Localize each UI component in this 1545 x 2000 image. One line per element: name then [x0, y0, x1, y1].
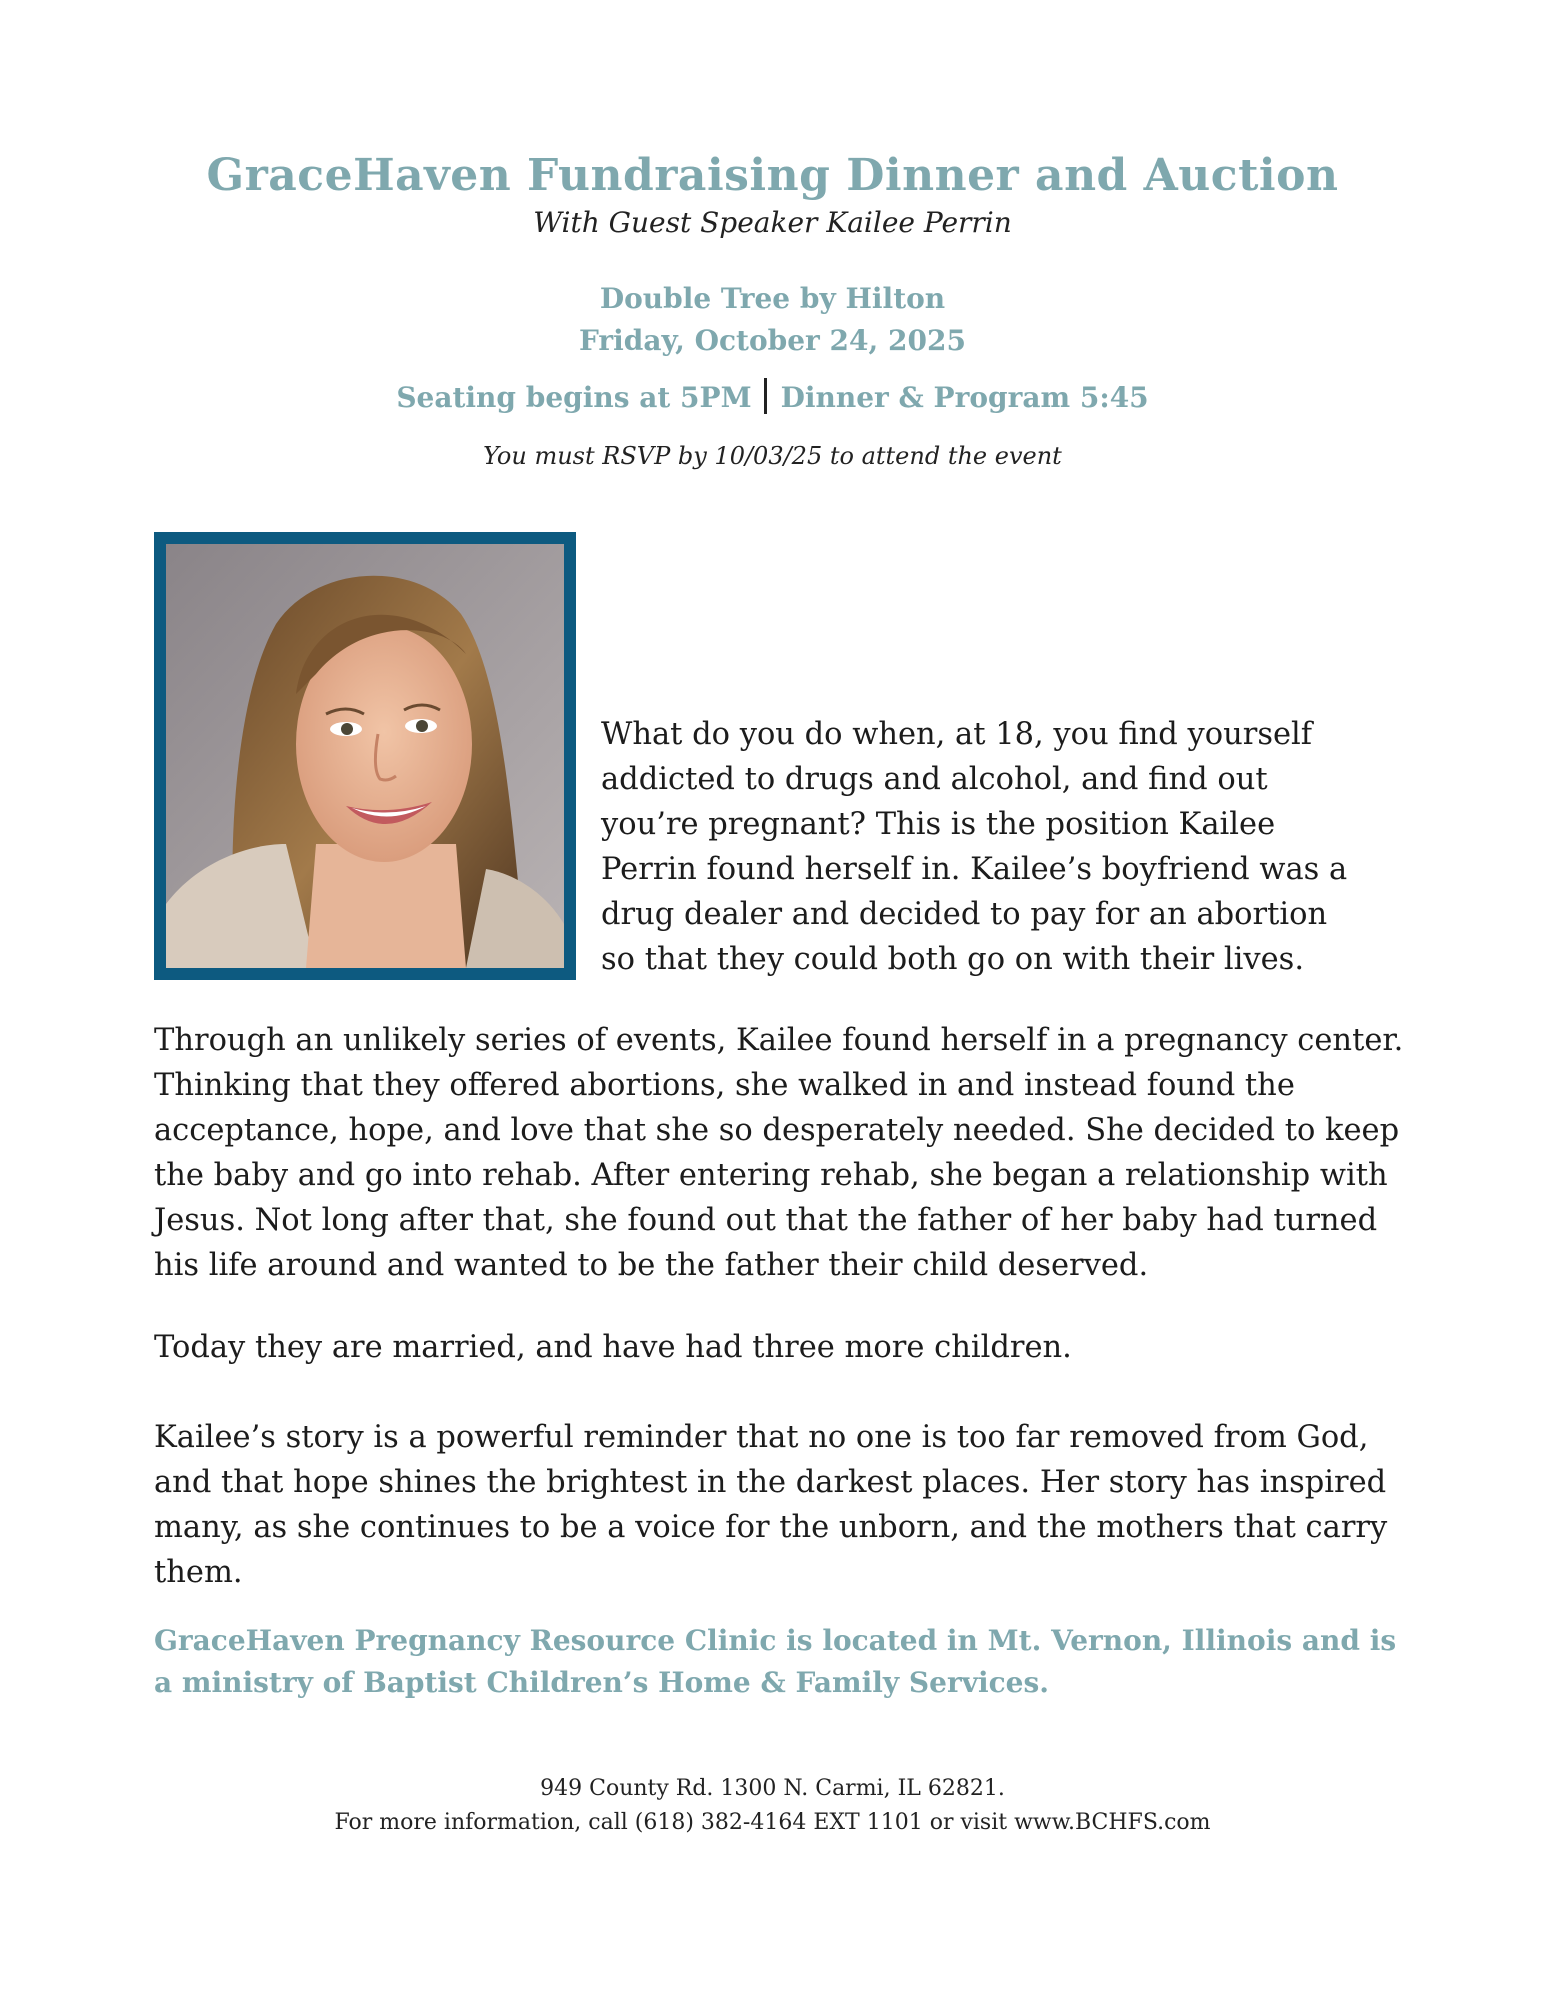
story-paragraph-4: Kailee’s story is a powerful reminder that no one is too far removed from God, and that hope shines the brightest in the darkest places. Her story has inspired many, as she continues to be a voice for the unborn, and the mothers that carry them.: [154, 1420, 1388, 1590]
dinner-time: Dinner & Program 5:45: [780, 381, 1149, 414]
event-date: Friday, October 24, 2025: [579, 324, 966, 357]
rsvp-notice: You must RSVP by 10/03/25 to attend the event: [483, 442, 1062, 470]
event-subtitle: With Guest Speaker Kailee Perrin: [533, 206, 1012, 239]
times-divider: [764, 378, 767, 414]
ministry-statement: GraceHaven Pregnancy Resource Clinic is located in Mt. Vernon, Illinois and is a ministry of Baptist Children’s Home & Family Services.: [154, 1624, 1397, 1699]
story-paragraph-1: What do you do when, at 18, you find yourself addicted to drugs and alcohol, and find out you’re pregnant? This is the position Kailee Perrin found herself in. Kailee’s boyfriend was a drug dealer and decided to pay for an abortion so that they could both go on with their lives.: [601, 717, 1348, 977]
speaker-portrait: [166, 544, 564, 968]
event-title: GraceHaven Fundraising Dinner and Auction: [206, 150, 1339, 201]
footer-address: 949 County Rd. 1300 N. Carmi, IL 62821.: [540, 1776, 1005, 1801]
footer-contact: For more information, call (618) 382-4164 EXT 1101 or visit www.BCHFS.com: [334, 1810, 1211, 1835]
event-times: [0, 378, 1545, 414]
speaker-photo-frame: [154, 532, 576, 980]
seating-time: Seating begins at 5PM: [396, 381, 752, 414]
story-paragraph-3: Today they are married, and have had three more children.: [154, 1330, 1072, 1365]
event-venue: Double Tree by Hilton: [599, 282, 946, 315]
story-paragraph-2: Through an unlikely series of events, Kailee found herself in a pregnancy center. Thinking that they offered abortions, she walked in and instead found the acceptance, hope, and love that she so desperately needed. She decided to keep the baby and go into rehab. After entering rehab, she began a relationship with Jesus. Not long after that, she found out that the father of her baby had turned his life around and wanted to be the father their child deserved.: [154, 1023, 1404, 1283]
